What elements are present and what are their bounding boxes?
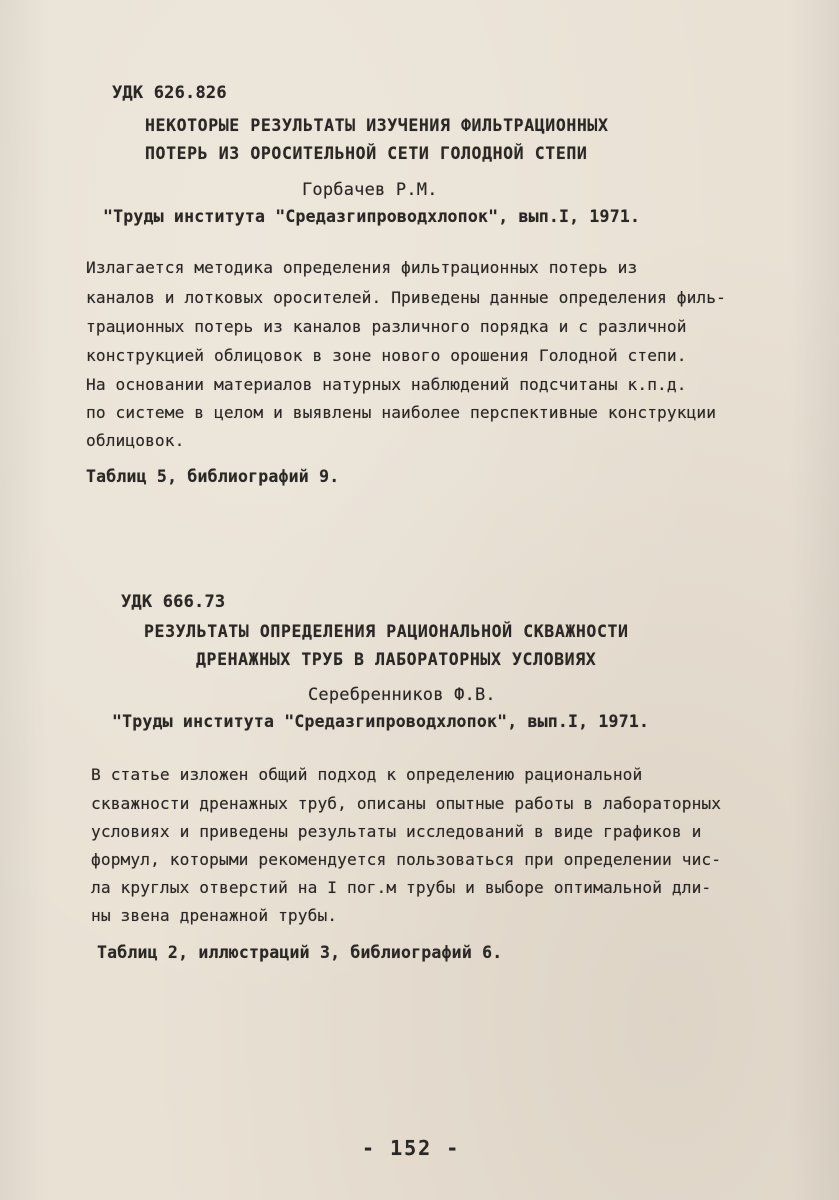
abstract2-title-line1: РЕЗУЛЬТАТЫ ОПРЕДЕЛЕНИЯ РАЦИОНАЛЬНОЙ СКВАЖНОСТИ xyxy=(144,622,629,641)
abstract2-title-line2: ДРЕНАЖНЫХ ТРУБ В ЛАБОРАТОРНЫХ УСЛОВИЯХ xyxy=(196,650,597,669)
abstract1-body-line: Излагается методика определения фильтрационных потерь из xyxy=(86,258,638,277)
abstract1-udk: УДК 626.826 xyxy=(112,83,227,103)
abstract1-source: "Труды института "Средазгипроводхлопок", вып.I, 1971. xyxy=(103,207,641,226)
abstract2-body-line: скважности дренажных труб, описаны опытные работы в лабораторных xyxy=(91,794,722,813)
abstract1-title-line1: НЕКОТОРЫЕ РЕЗУЛЬТАТЫ ИЗУЧЕНИЯ ФИЛЬТРАЦИОННЫХ xyxy=(145,116,609,135)
abstract1-body-line: по системе в целом и выявлены наиболее перспективные конструкции xyxy=(86,403,717,422)
abstract1-body-line: каналов и лотковых оросителей. Приведены данные определения филь- xyxy=(86,288,726,307)
abstract1-body-line: облицовок. xyxy=(86,431,185,450)
abstract1-body-line: конструкцией облицовок в зоне нового орошения Голодной степи. xyxy=(86,346,687,365)
abstract2-body-line: ны звена дренажной трубы. xyxy=(91,906,338,925)
abstract2-body-line: условиях и приведены результаты исследований в виде графиков и xyxy=(91,822,702,841)
abstract1-title-line2: ПОТЕРЬ ИЗ ОРОСИТЕЛЬНОЙ СЕТИ ГОЛОДНОЙ СТЕПИ xyxy=(145,144,588,163)
abstract1-body-line: трационных потерь из каналов различного порядка и с различной xyxy=(86,317,687,336)
abstract2-udk: УДК 666.73 xyxy=(121,592,226,612)
abstract1-body-line: На основании материалов натурных наблюдений подсчитаны к.п.д. xyxy=(86,375,687,394)
abstract2-source: "Труды института "Средазгипроводхлопок", вып.I, 1971. xyxy=(112,712,650,731)
page-number: - 152 - xyxy=(362,1136,461,1160)
abstract2-footer: Таблиц 2, иллюстраций 3, библиографий 6. xyxy=(97,943,503,962)
abstract2-body-line: ла круглых отверстий на I пог.м трубы и выборе оптимальной дли- xyxy=(91,878,712,897)
abstract1-author: Горбачев Р.М. xyxy=(302,180,438,200)
abstract1-footer: Таблиц 5, библиографий 9. xyxy=(86,467,340,486)
abstract2-body-line: В статье изложен общий подход к определению рациональной xyxy=(91,765,643,784)
abstract2-body-line: формул, которыми рекомендуется пользоваться при определении чис- xyxy=(91,850,722,869)
abstract2-author: Серебренников Ф.В. xyxy=(308,685,496,705)
